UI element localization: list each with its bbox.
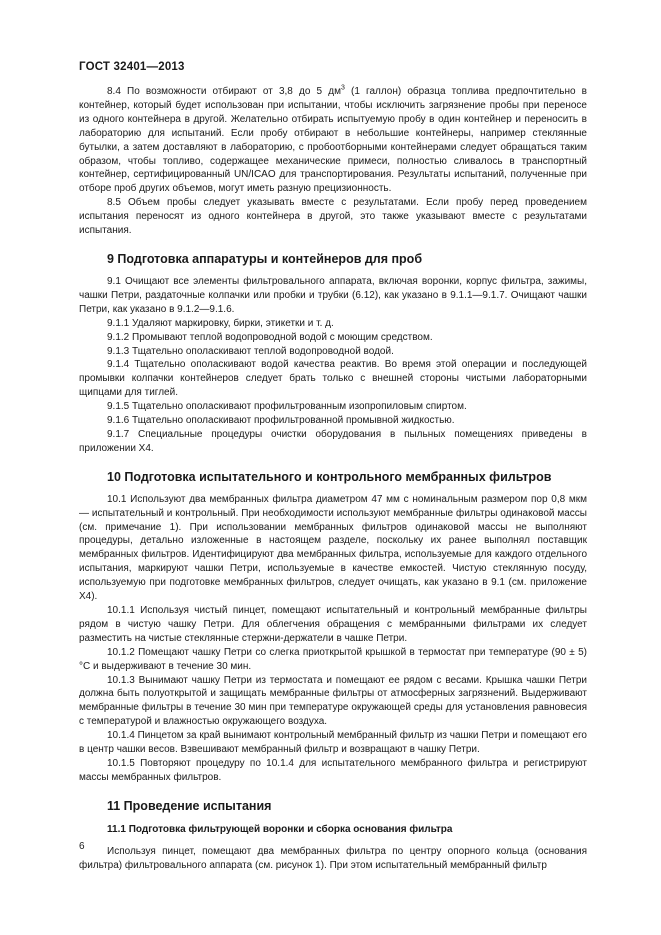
subsection-11-1-heading: 11.1 Подготовка фильтрующей воронки и сборка основания фильтра	[107, 823, 453, 835]
paragraph-10-1-5: 10.1.5 Повторяют процедуру по 10.1.4 для испытательного мембранного фильтра и регистрируют массы мембранных фильтров.	[79, 757, 587, 783]
section-9-heading: 9 Подготовка аппаратуры и контейнеров для проб	[107, 251, 423, 266]
paragraph-9-1-7: 9.1.7 Специальные процедуры очистки оборудования в пыльных помещениях приведены в приложении Х4.	[79, 428, 587, 454]
paragraph-10-1: 10.1 Используют два мембранных фильтра диаметром 47 мм с номинальным размером пор 0,8 мкм — испытательный и контрольный. При необходимости используют мембранные фильтры одинаковой массы (см. примечание 1). При использовании мембранных фильтров одинаковой массы не выполняют процедуры, детально изложенные в настоящем разделе, поскольку их ранее выполнял поставщик мембранных фильтров. Идентифицируют два мембранных фильтра, используемые для каждого отдельного испытания, маркируют чашки Петри, используемые в качестве емкостей. Чистую стеклянную посуду, используемую при подготовке мембранных фильтров, следует очищать, как указано в 9.1 (см. приложение Х4).	[79, 493, 587, 603]
paragraph-text: (1 галлон) образца топлива предпочтительно в контейнер, который будет использован при испытании, чтобы исключить загрязнение пробы при переносе из одного контейнера в другой. Желательно отбирать испытуемую пробу в один контейнер и переносить в лабораторию для испытаний. Если пробу отбирают в небольшие контейнеры, например стеклянные бутылки, а затем доставляют в лабораторию, с пробоотборными контейнерами следует обращаться таким образом, чтобы топливо, содержащее механические примеси, полностью сливалось в транспортный контейнер, сертифицированный UN/ICAO для транспортирования. Результаты испытаний, полученные при отборе проб других объемов, могут иметь разную прецизионность.	[79, 86, 587, 195]
paragraph-10-1-3: 10.1.3 Вынимают чашку Петри из термостата и помещают ее рядом с весами. Крышка чашки Петри должна быть полуоткрытой и защищать мембранные фильтры от атмосферных загрязнений. Выдерживают мембранные фильтры в течение 30 мин при температуре окружающей среды для установления равновесия с температурой и влажностью окружающего воздуха.	[79, 674, 587, 728]
paragraph-9-1-2: 9.1.2 Промывают теплой водопроводной водой с моющим средством.	[107, 331, 433, 343]
paragraph-9-1: 9.1 Очищают все элементы фильтровального аппарата, включая воронки, корпус фильтра, зажимы, чашки Петри, раздаточные колпачки или пробки и трубки (6.12), как указано в 9.1.1—9.1.7. Очищают чашки Петри, как указано в 9.1.2—9.1.6.	[79, 275, 587, 315]
paragraph-text: 8.4 По возможности отбирают от 3,8 до 5 дм	[107, 86, 341, 97]
paragraph-11-1: Используя пинцет, помещают два мембранных фильтра по центру опорного кольца (основания фильтра) фильтровального аппарата (см. рисунок 1). При этом испытательный мембранный фильтр	[79, 845, 587, 871]
document-body	[79, 85, 587, 873]
paragraph-10-1-1: 10.1.1 Используя чистый пинцет, помещают испытательный и контрольный мембранные фильтры рядом в чистую чашку Петри. Для облегчения обращения с мембранными фильтрами их следует разместить на чистые стеклянные стержни-держатели в чашке Петри.	[79, 605, 587, 644]
paragraph-9-1-3: 9.1.3 Тщательно ополаскивают теплой водопроводной водой.	[107, 345, 394, 357]
paragraph-10-1-2: 10.1.2 Помещают чашку Петри со слегка приоткрытой крышкой в термостат при температуре (90 ± 5) °С и выдерживают в течение 30 мин.	[79, 646, 587, 672]
paragraph-8-5: 8.5 Объем пробы следует указывать вместе с результатами. Если пробу перед проведением испытания переносят из одного контейнера в другой, это также указывают вместе с результатами испытания.	[79, 197, 587, 237]
document-header: ГОСТ 32401—2013	[79, 61, 185, 73]
paragraph-9-1-1: 9.1.1 Удаляют маркировку, бирки, этикетки и т. д.	[107, 317, 334, 329]
paragraph-10-1-4: 10.1.4 Пинцетом за край вынимают контрольный мембранный фильтр из чашки Петри и помещают его в центр чашки весов. Взвешивают мембранный фильтр и возвращают в чашку Петри.	[79, 730, 587, 756]
superscript: 3	[340, 84, 345, 92]
page-number: 6	[79, 841, 85, 852]
paragraph-9-1-4: 9.1.4 Тщательно ополаскивают водой качества реактив. Во время этой операции и последующей промывки колпачки контейнеров следует брать только с внешней стороны чистыми лабораторными щипцами для тиглей.	[79, 359, 587, 399]
paragraph-9-1-5: 9.1.5 Тщательно ополаскивают профильтрованным изопропиловым спиртом.	[107, 401, 467, 413]
paragraph-9-1-6: 9.1.6 Тщательно ополаскивают профильтрованной промывной жидкостью.	[107, 415, 455, 427]
paragraph-8-4	[79, 85, 587, 196]
section-10-heading: 10 Подготовка испытательного и контрольного мембранных фильтров	[107, 469, 552, 484]
section-11-heading: 11 Проведение испытания	[107, 798, 272, 813]
